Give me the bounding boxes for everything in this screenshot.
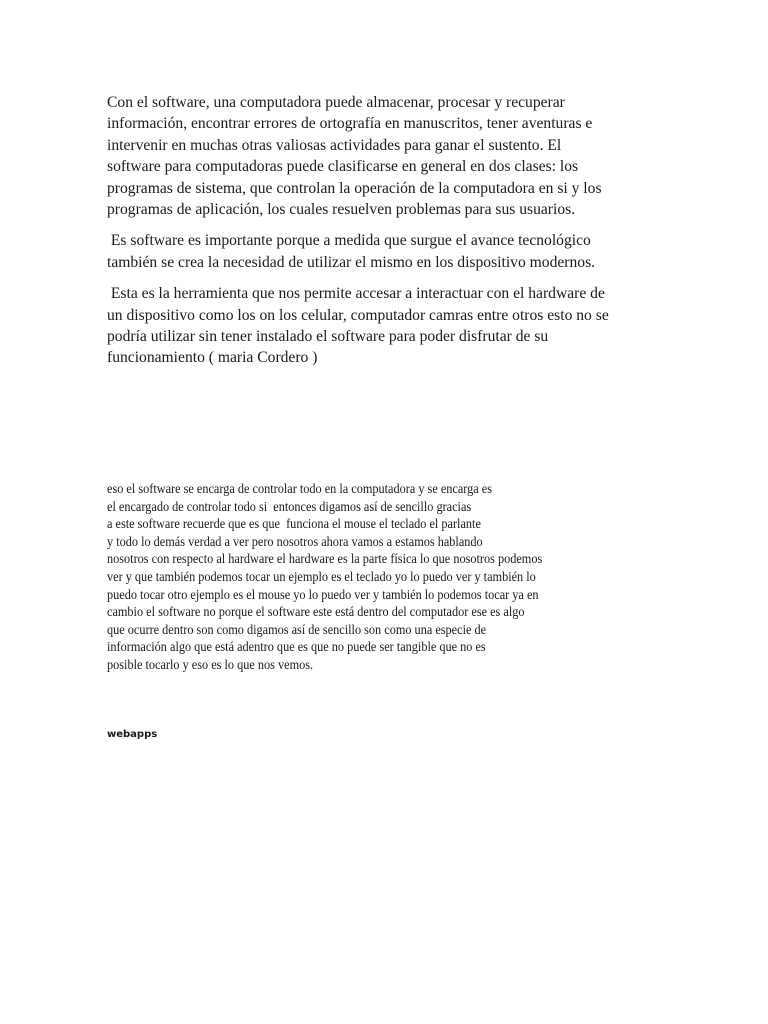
transcript-line: a este software recuerde que es que funciona el mouse el teclado el parlante [107, 516, 481, 532]
transcript-line: eso el software se encarga de controlar todo en la computadora y se encarga es [107, 481, 493, 496]
text-line: un dispositivo como los on los celular, computador camras entre otros esto no se [107, 306, 609, 324]
transcript-line: ver y que también podemos tocar un ejemplo es el teclado yo lo puedo ver y también lo [107, 568, 536, 584]
text-line: también se crea la necesidad de utilizar el mismo en los dispositivo modernos. [107, 253, 596, 271]
transcript-line: nosotros con respecto al hardware el hardware es la parte física lo que nosotros podemos [107, 551, 543, 567]
transcript-line: cambio el software no porque el software este está dentro del computador ese es algo [107, 604, 525, 620]
transcript-line: que ocurre dentro son como digamos así de sencillo son como una especie de [107, 621, 487, 637]
paragraph [107, 92, 667, 220]
text-line: podría utilizar sin tener instalado el software para poder disfrutar de su [107, 328, 549, 346]
text-line: funcionamiento ( maria Cordero ) [107, 349, 318, 367]
paragraph [107, 283, 667, 369]
essay-text [107, 92, 667, 379]
transcript-line: posible tocarlo y eso es lo que nos vemos. [107, 656, 314, 672]
transcript-text [107, 480, 665, 674]
text-line: información, encontrar errores de ortografía en manuscritos, tener aventuras e [107, 115, 593, 133]
signature-text: webapps [107, 729, 158, 740]
text-line: programas de sistema, que controlan la operación de la computadora en si y los [107, 179, 602, 197]
transcript-line: información algo que está adentro que es que no puede ser tangible que no es [107, 639, 486, 655]
transcript-line: el encargado de controlar todo si entonces digamos así de sencillo gracias [107, 498, 472, 514]
text-line: software para computadoras puede clasificarse en general en dos clases: los [107, 158, 579, 176]
text-line: programas de aplicación, los cuales resuelven problemas para sus usuarios. [107, 201, 576, 219]
text-line: Con el software, una computadora puede almacenar, procesar y recuperar [107, 94, 565, 111]
transcript-line: puedo tocar otro ejemplo es el mouse yo lo puedo ver y también lo podemos tocar ya en [107, 586, 539, 602]
text-line: Esta es la herramienta que nos permite accesar a interactuar con el hardware de [107, 285, 605, 303]
text-line: intervenir en muchas otras valiosas actividades para ganar el sustento. El [107, 136, 562, 154]
text-line: Es software es importante porque a medida que surgue el avance tecnológico [107, 232, 591, 250]
paragraph [107, 230, 667, 273]
transcript-line: y todo lo demás verdad a ver pero nosotros ahora vamos a estamos hablando [107, 533, 483, 549]
